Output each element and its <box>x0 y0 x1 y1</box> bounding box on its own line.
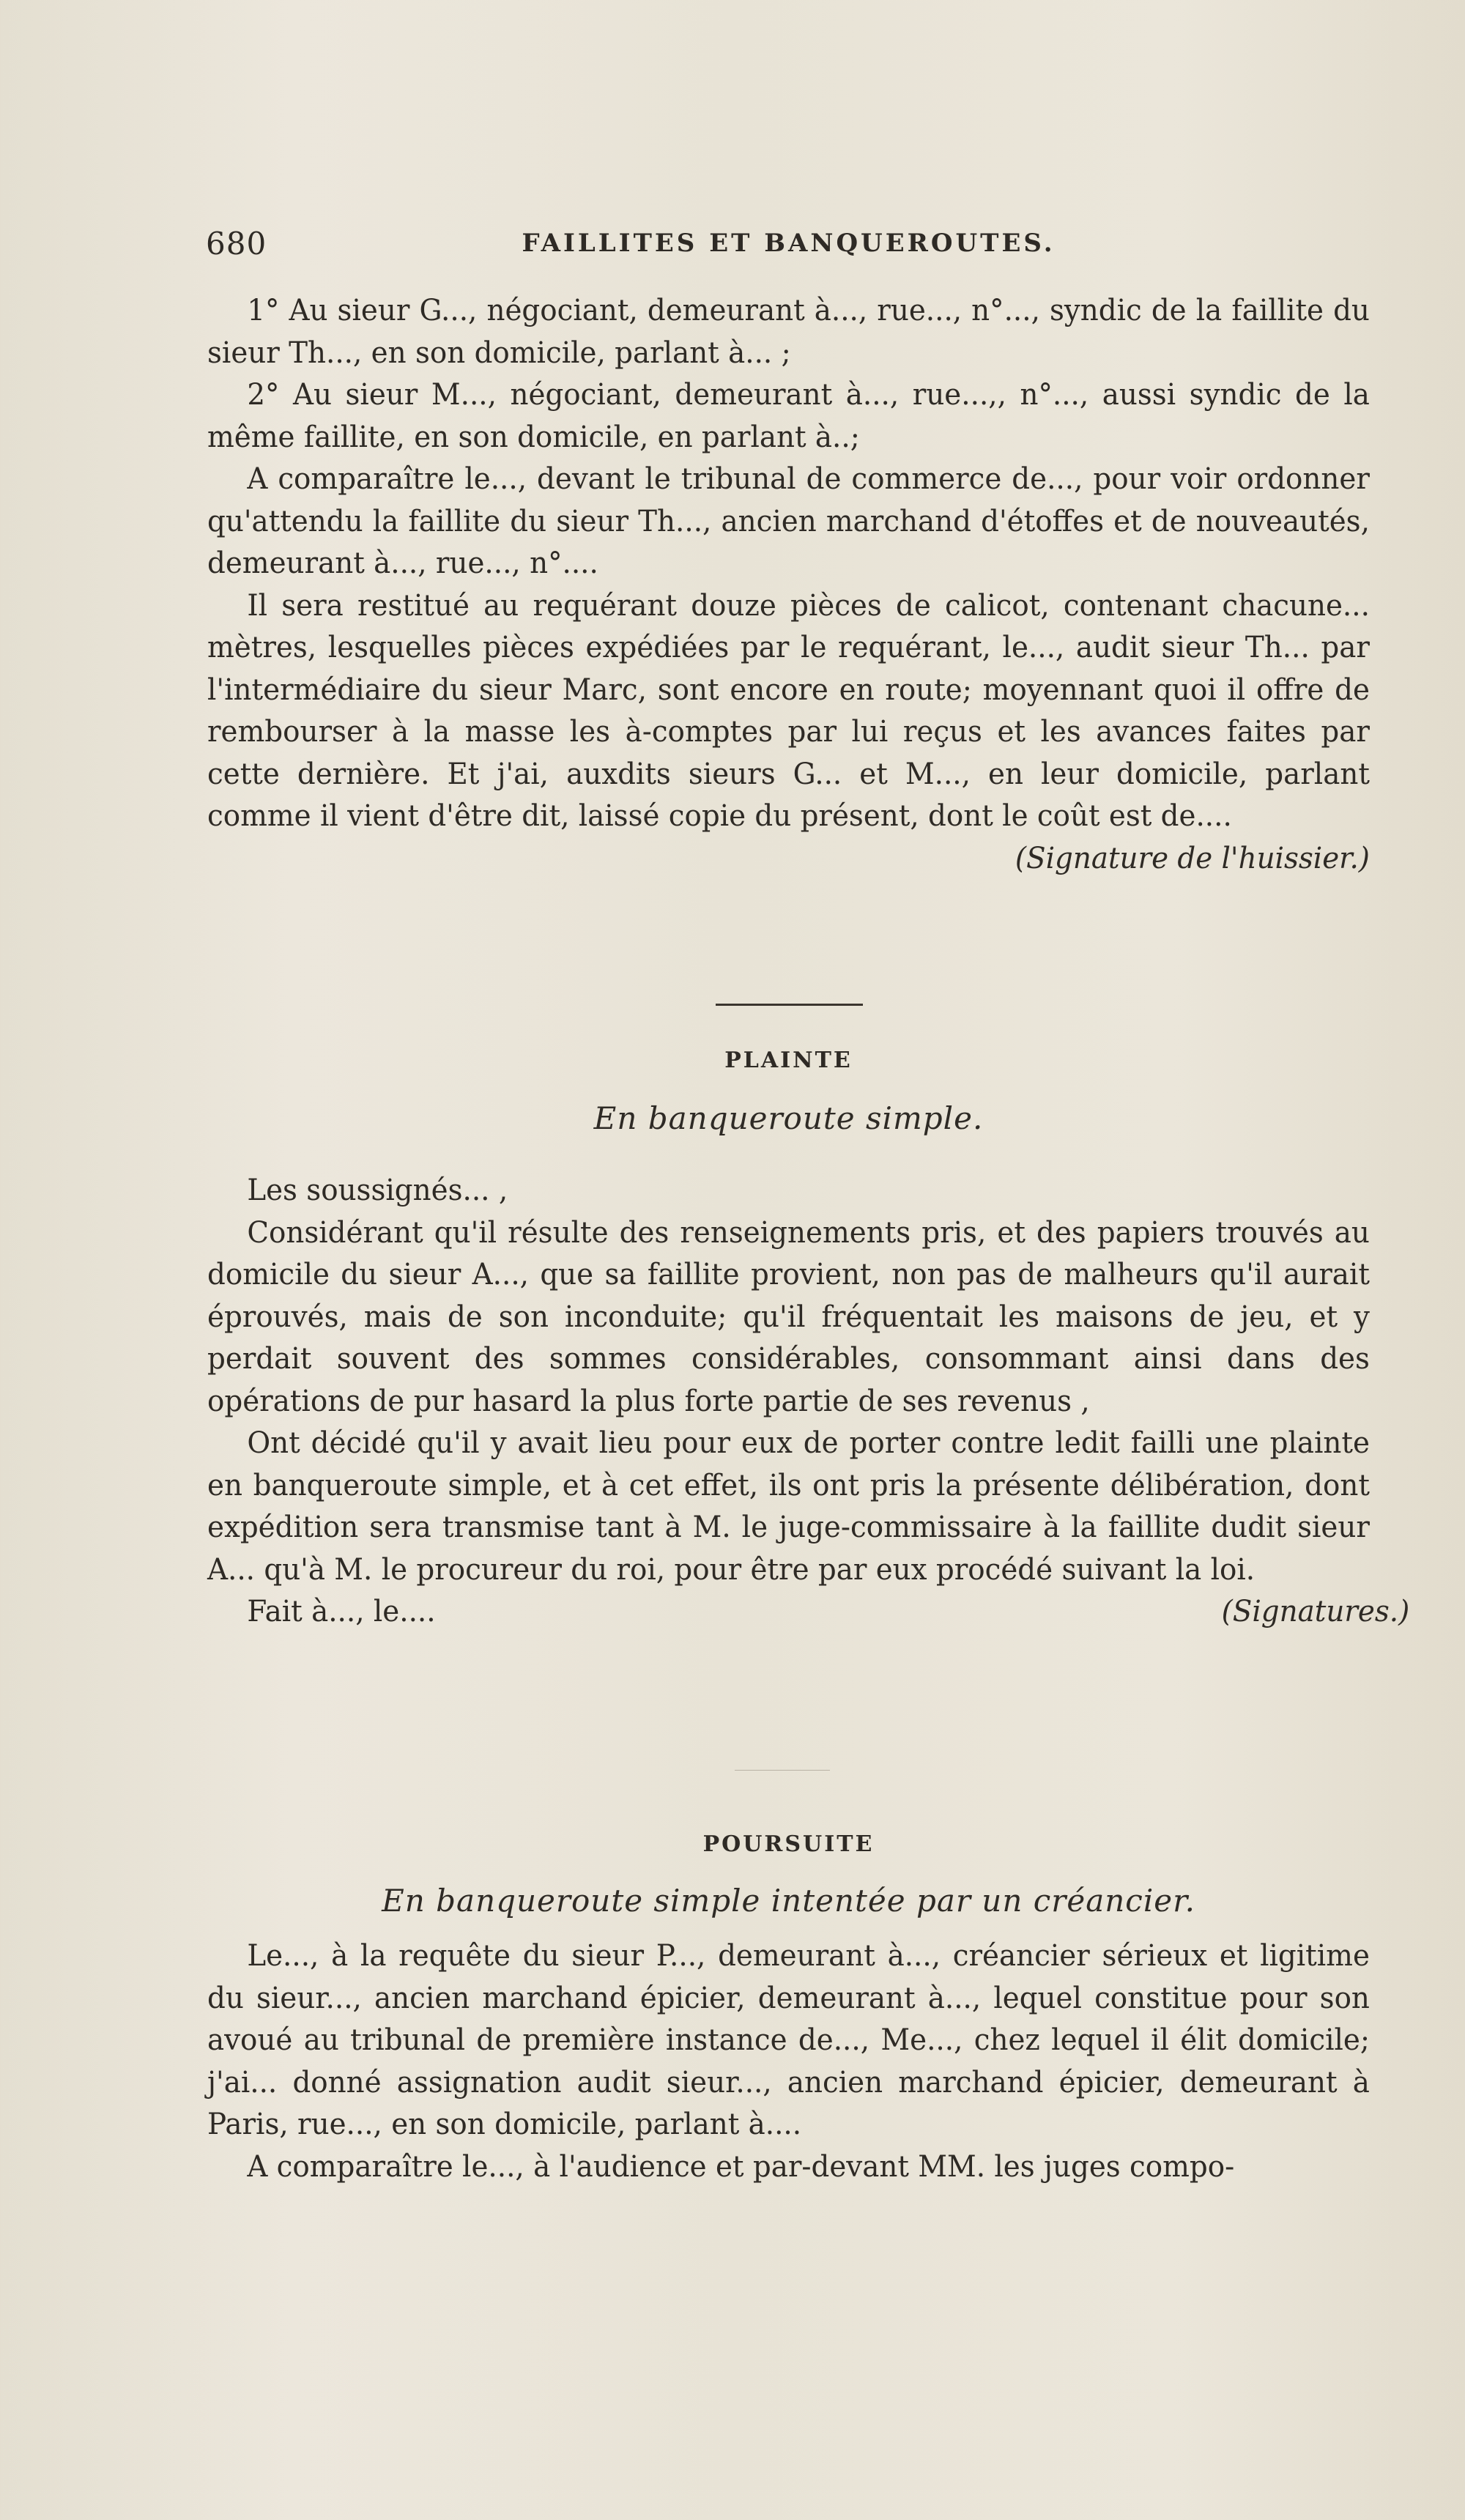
signatures-label: (Signatures.) <box>1221 1595 1410 1628</box>
section-poursuite-body <box>207 1935 1370 2188</box>
closing-line <box>207 1591 1465 1634</box>
running-head <box>207 220 1370 271</box>
paragraph: Le..., à la requête du sieur P..., demeurant à..., créancier sérieux et ligitime du sieur..., ancien marchand épicier, demeurant à..., lequel constitue pour son avoué au tribunal de première instance de..., Me..., chez lequel il élit domicile; j'ai... donné assignation audit sieur..., ancien marchand épicier, demeurant à Paris, rue..., en son domicile, parlant à.... <box>207 1939 1370 2141</box>
paragraph: Les soussignés... , <box>247 1174 508 1207</box>
paragraph: Ont décidé qu'il y avait lieu pour eux de porter contre ledit failli une plainte en banqueroute simple, et à cet effet, ils ont pris la présente délibération, dont expédition sera transmise tant à M. le juge-commissaire à la faillite dudit sieur A... qu'à M. le procureur du roi, pour être par eux procédé suivant la loi. <box>207 1426 1370 1587</box>
paragraph: A comparaître le..., à l'audience et par-devant MM. les juges compo- <box>247 2149 1235 2184</box>
paragraph: Considérant qu'il résulte des renseignements pris, et des papiers trouvés au domicile du sieur A..., que sa faillite provient, non pas de malheurs qu'il aurait éprouvés, mais de son inconduite; qu'il fréquentait les maisons de jeu, et y perdait souvent des sommes considérables, consommant ainsi dans des opérations de pur hasard la plus forte partie de ses revenus , <box>207 1215 1370 1418</box>
running-title: FAILLITES ET BANQUEROUTES. <box>522 229 1056 258</box>
paragraph: A comparaître le..., devant le tribunal de commerce de..., pour voir ordonner qu'attendu la faillite du sieur Th..., ancien marchand d'étoffes et de nouveautés, demeurant à..., rue..., n°.... <box>207 462 1370 580</box>
section-subtitle-poursuite: En banqueroute simple intentée par un créancier. <box>382 1883 1195 1919</box>
section-plainte-body <box>207 1170 1410 1634</box>
section-divider <box>716 1004 863 1006</box>
section-title-plainte: PLAINTE <box>724 1048 853 1073</box>
paragraph: 2° Au sieur M..., négociant, demeurant à..., rue...,, n°..., aussi syndic de la même faillite, en son domicile, en parlant à..; <box>207 378 1370 454</box>
paragraph: Il sera restitué au requérant douze pièces de calicot, contenant chacune... mètres, lesquelles pièces expédiées par le requérant, le..., audit sieur Th... par l'intermédiaire du sieur Marc, sont encore en route; moyennant quoi il offre de rembourser à la masse les à-comptes par lui reçus et les avances faites par cette dernière. Et j'ai, auxdits sieurs G... et M..., en leur domicile, parlant comme il vient d'être dit, laissé copie du présent, dont le coût est de.... <box>207 588 1370 833</box>
page-number: 680 <box>206 226 267 262</box>
section-divider <box>735 1770 830 1771</box>
section-assignation-body <box>207 290 1370 880</box>
closing-place-date: Fait à..., le.... <box>247 1595 436 1628</box>
section-title-poursuite: POURSUITE <box>702 1831 875 1857</box>
section-subtitle-plainte: En banqueroute simple. <box>593 1100 984 1136</box>
paragraph: 1° Au sieur G..., négociant, demeurant à..., rue..., n°..., syndic de la faillite du sieur Th..., en son domicile, parlant à... ; <box>207 294 1370 370</box>
signature-huissier: (Signature de l'huissier.) <box>1015 841 1370 875</box>
